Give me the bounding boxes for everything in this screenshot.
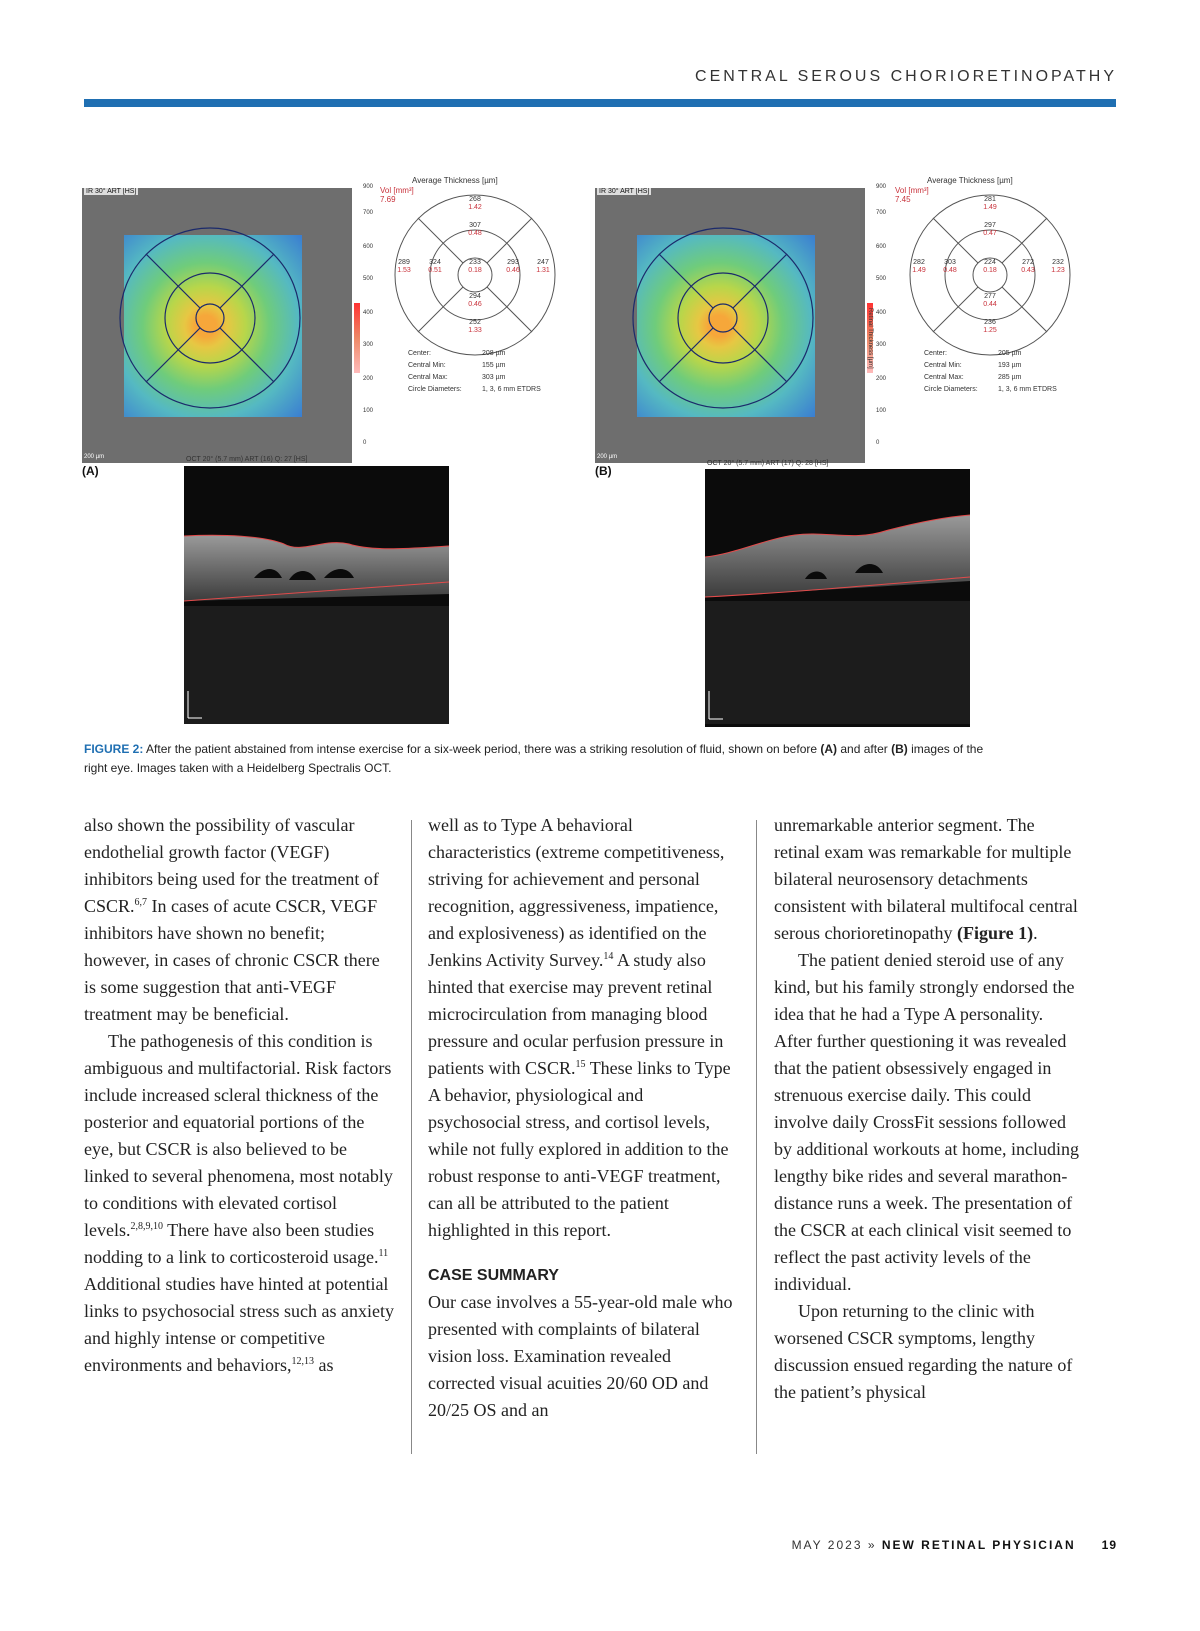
body-column-1 bbox=[84, 812, 394, 1379]
caption-ref-a: (A) bbox=[820, 742, 838, 756]
footer-separator: » bbox=[862, 1538, 882, 1552]
etdrs-cell-top-inner: 307 0.48 bbox=[468, 222, 482, 237]
colorbar-tick: 500 bbox=[363, 276, 374, 282]
colorbar-tick: 200 bbox=[876, 376, 887, 382]
etdrs-cell-top-outer: 268 1.42 bbox=[468, 196, 482, 211]
colorbar-tick: 900 bbox=[876, 184, 887, 190]
colorbar-tick: 500 bbox=[876, 276, 887, 282]
etdrs-title: Average Thickness [µm] bbox=[412, 176, 498, 185]
column-divider bbox=[756, 820, 757, 1454]
colorbar-tick: 100 bbox=[363, 408, 374, 414]
caption-text: and after bbox=[837, 742, 892, 756]
panel-letter-a: (A) bbox=[82, 464, 99, 478]
colorbar-tick: 200 bbox=[363, 376, 374, 382]
colorbar-tick: 700 bbox=[363, 210, 374, 216]
ir-label: IR 30° ART [HS] bbox=[599, 188, 650, 195]
figure-reference: (Figure 1) bbox=[956, 923, 1034, 943]
issue-date: MAY 2023 bbox=[791, 1538, 863, 1552]
thickness-stats-a: Center: 208 µm Central Min: 155 µm Central Max: 303 µm Circle Diameters: 1, 3, 6 mm ETDRS bbox=[408, 350, 541, 393]
etdrs-cell-right-outer: 232 1.23 bbox=[1051, 259, 1065, 274]
section-heading: CASE SUMMARY bbox=[428, 1267, 559, 1284]
citation: 12,13 bbox=[291, 1356, 314, 1367]
vol-value: 7.69 bbox=[380, 195, 396, 204]
ir-label: IR 30° ART [HS] bbox=[86, 188, 137, 195]
paragraph: well as to Type A behavioral characteristics (extreme competitiveness, striving for achievement and personal recognition, aggressiveness, impatience, and explosiveness) as identified on the Jenkins Activity Survey.$^{14}$ A study also hinted that exercise may prevent retinal microcirculation from managing blood pressure and ocular perfusion pressure in patients with CSCR.$^{15}$ These links to Type A behavior, physiological and psychosocial stress, and cortisol levels, while not fully explored in addition to the robust response to anti-VEGF treatment, can all be attributed to the patient highlighted in this report. bbox=[428, 815, 731, 1240]
paragraph: Our case involves a 55-year-old male who presented with complaints of bilateral vision loss. Examination revealed corrected visual acuities 20/60 OD and 20/25 OS and an bbox=[428, 1292, 733, 1420]
colorbar-label: Retinal Thickness [µm] bbox=[867, 308, 873, 369]
body-column-2 bbox=[428, 812, 738, 1424]
etdrs-title: Average Thickness [µm] bbox=[927, 176, 1013, 185]
etdrs-cell-right-outer: 247 1.31 bbox=[536, 259, 550, 274]
oct-scan-a bbox=[184, 466, 449, 724]
etdrs-cell-bottom-inner: 277 0.44 bbox=[983, 293, 997, 308]
vol-value: 7.45 bbox=[895, 195, 911, 204]
panel-letter-b: (B) bbox=[595, 464, 612, 478]
colorbar-tick: 0 bbox=[363, 440, 367, 446]
etdrs-grid-overlay bbox=[82, 188, 352, 463]
caption-ref-b: (B) bbox=[891, 742, 908, 756]
citation: 11 bbox=[378, 1248, 389, 1259]
etdrs-cell-left-inner: 303 0.48 bbox=[943, 259, 957, 274]
scale-label: 200 µm bbox=[597, 454, 618, 460]
colorbar-tick: 400 bbox=[876, 310, 887, 316]
colorbar-tick: 300 bbox=[363, 342, 374, 348]
colorbar-gradient bbox=[354, 303, 360, 373]
fundus-thickness-map-a bbox=[82, 188, 352, 463]
caption-text: images of the right eye. Images taken with a Heidelberg Spectralis OCT. bbox=[84, 742, 984, 775]
running-head: CENTRAL SEROUS CHORIORETINOPATHY bbox=[695, 68, 1117, 85]
body-column-3 bbox=[774, 812, 1084, 1406]
vol-label: Vol [mm³] bbox=[895, 186, 929, 195]
etdrs-cell-right-inner: 293 0.46 bbox=[506, 259, 520, 274]
page-footer bbox=[792, 1538, 1117, 1552]
paragraph: also shown the possibility of vascular endothelial growth factor (VEGF) inhibitors being used for the treatment of CSCR.$^{6,7}$ In cases of acute CSCR, VEGF inhibitors have shown no benefit; however, in cases of chronic CSCR there is some suggestion that anti-VEGF treatment may be beneficial. bbox=[84, 815, 380, 1024]
caption-text: After the patient abstained from intense exercise for a six-week period, there was a striking resolution of fluid, shown on before bbox=[143, 742, 821, 756]
thickness-stats-b: Center: 205 µm Central Min: 193 µm Central Max: 285 µm Circle Diameters: 1, 3, 6 mm ETDRS bbox=[924, 350, 1057, 393]
colorbar-tick: 100 bbox=[876, 408, 887, 414]
colorbar-tick: 900 bbox=[363, 184, 374, 190]
oct-scan-b bbox=[705, 469, 970, 727]
etdrs-cell-center: 233 0.18 bbox=[468, 259, 482, 274]
thickness-colorbar bbox=[354, 184, 380, 463]
colorbar-tick: 400 bbox=[363, 310, 374, 316]
fundus-thickness-map-b bbox=[595, 188, 865, 463]
figure-label: FIGURE 2: bbox=[84, 742, 144, 756]
etdrs-cell-top-outer: 281 1.49 bbox=[983, 196, 997, 211]
etdrs-cell-bottom-inner: 294 0.46 bbox=[468, 293, 482, 308]
colorbar-tick: 700 bbox=[876, 210, 887, 216]
paragraph: Upon returning to the clinic with worsened CSCR symptoms, lengthy discussion ensued regarding the nature of the patient’s physical bbox=[774, 1301, 1073, 1402]
etdrs-cell-top-inner: 297 0.47 bbox=[983, 222, 997, 237]
etdrs-cell-left-outer: 289 1.53 bbox=[397, 259, 411, 274]
citation: 14 bbox=[603, 951, 614, 962]
oct-header-b: OCT 20° (5.7 mm) ART (17) Q: 28 [HS] bbox=[707, 460, 829, 467]
etdrs-cell-bottom-outer: 252 1.33 bbox=[468, 319, 482, 334]
column-divider bbox=[411, 820, 412, 1454]
citation: 15 bbox=[575, 1059, 586, 1070]
colorbar-tick: 600 bbox=[363, 244, 374, 250]
figure-caption bbox=[84, 740, 984, 778]
publication-name: NEW RETINAL PHYSICIAN bbox=[881, 1538, 1076, 1552]
citation: 2,8,9,10 bbox=[130, 1221, 163, 1232]
oct-layers bbox=[184, 466, 449, 724]
page-number: 19 bbox=[1101, 1538, 1117, 1552]
oct-layers bbox=[705, 469, 970, 724]
vol-label: Vol [mm³] bbox=[380, 186, 414, 195]
etdrs-cell-center: 224 0.18 bbox=[983, 259, 997, 274]
colorbar-tick: 600 bbox=[876, 244, 887, 250]
paragraph: The patient denied steroid use of any kind, but his family strongly endorsed the idea that he had a Type A personality. After further questioning it was revealed that the patient obsessively engaged in strenuous exercise daily. This could involve daily CrossFit sessions followed by additional workouts at home, including lengthy bike rides and several marathon-distance runs a week. The presentation of the CSCR at each clinical visit seemed to reflect the past activity levels of the individual. bbox=[774, 950, 1079, 1294]
colorbar-tick: 300 bbox=[876, 342, 887, 348]
thickness-colorbar bbox=[867, 184, 893, 463]
etdrs-cell-left-inner: 324 0.51 bbox=[428, 259, 442, 274]
paragraph: unremarkable anterior segment. The retinal exam was remarkable for multiple bilateral neurosensory detachments consistent with bilateral multifocal central serous chorioretinopathy (Figure 1). bbox=[774, 815, 1078, 943]
colorbar-tick: 0 bbox=[876, 440, 880, 446]
citation: 6,7 bbox=[134, 897, 148, 908]
paragraph: The pathogenesis of this condition is ambiguous and multifactorial. Risk factors include increased scleral thickness of the posterior and equatorial portions of the eye, but CSCR is also believed to be linked to several phenomena, most notably to conditions with elevated cortisol levels.$^{2,8,9,10}$ There have also been studies nodding to a link to corticosteroid usage.$^{11}$ Additional studies have hinted at potential links to psychosocial stress such as anxiety and highly intense or competitive environments and behaviors,$^{12,13}$ as bbox=[84, 1031, 394, 1375]
etdrs-cell-right-inner: 272 0.43 bbox=[1021, 259, 1035, 274]
header-rule bbox=[84, 99, 1116, 107]
scale-label: 200 µm bbox=[84, 454, 105, 460]
etdrs-cell-left-outer: 282 1.49 bbox=[912, 259, 926, 274]
etdrs-grid-overlay bbox=[595, 188, 865, 463]
oct-header-a: OCT 20° (5.7 mm) ART (16) Q: 27 [HS] bbox=[186, 456, 308, 463]
etdrs-cell-bottom-outer: 236 1.25 bbox=[983, 319, 997, 334]
